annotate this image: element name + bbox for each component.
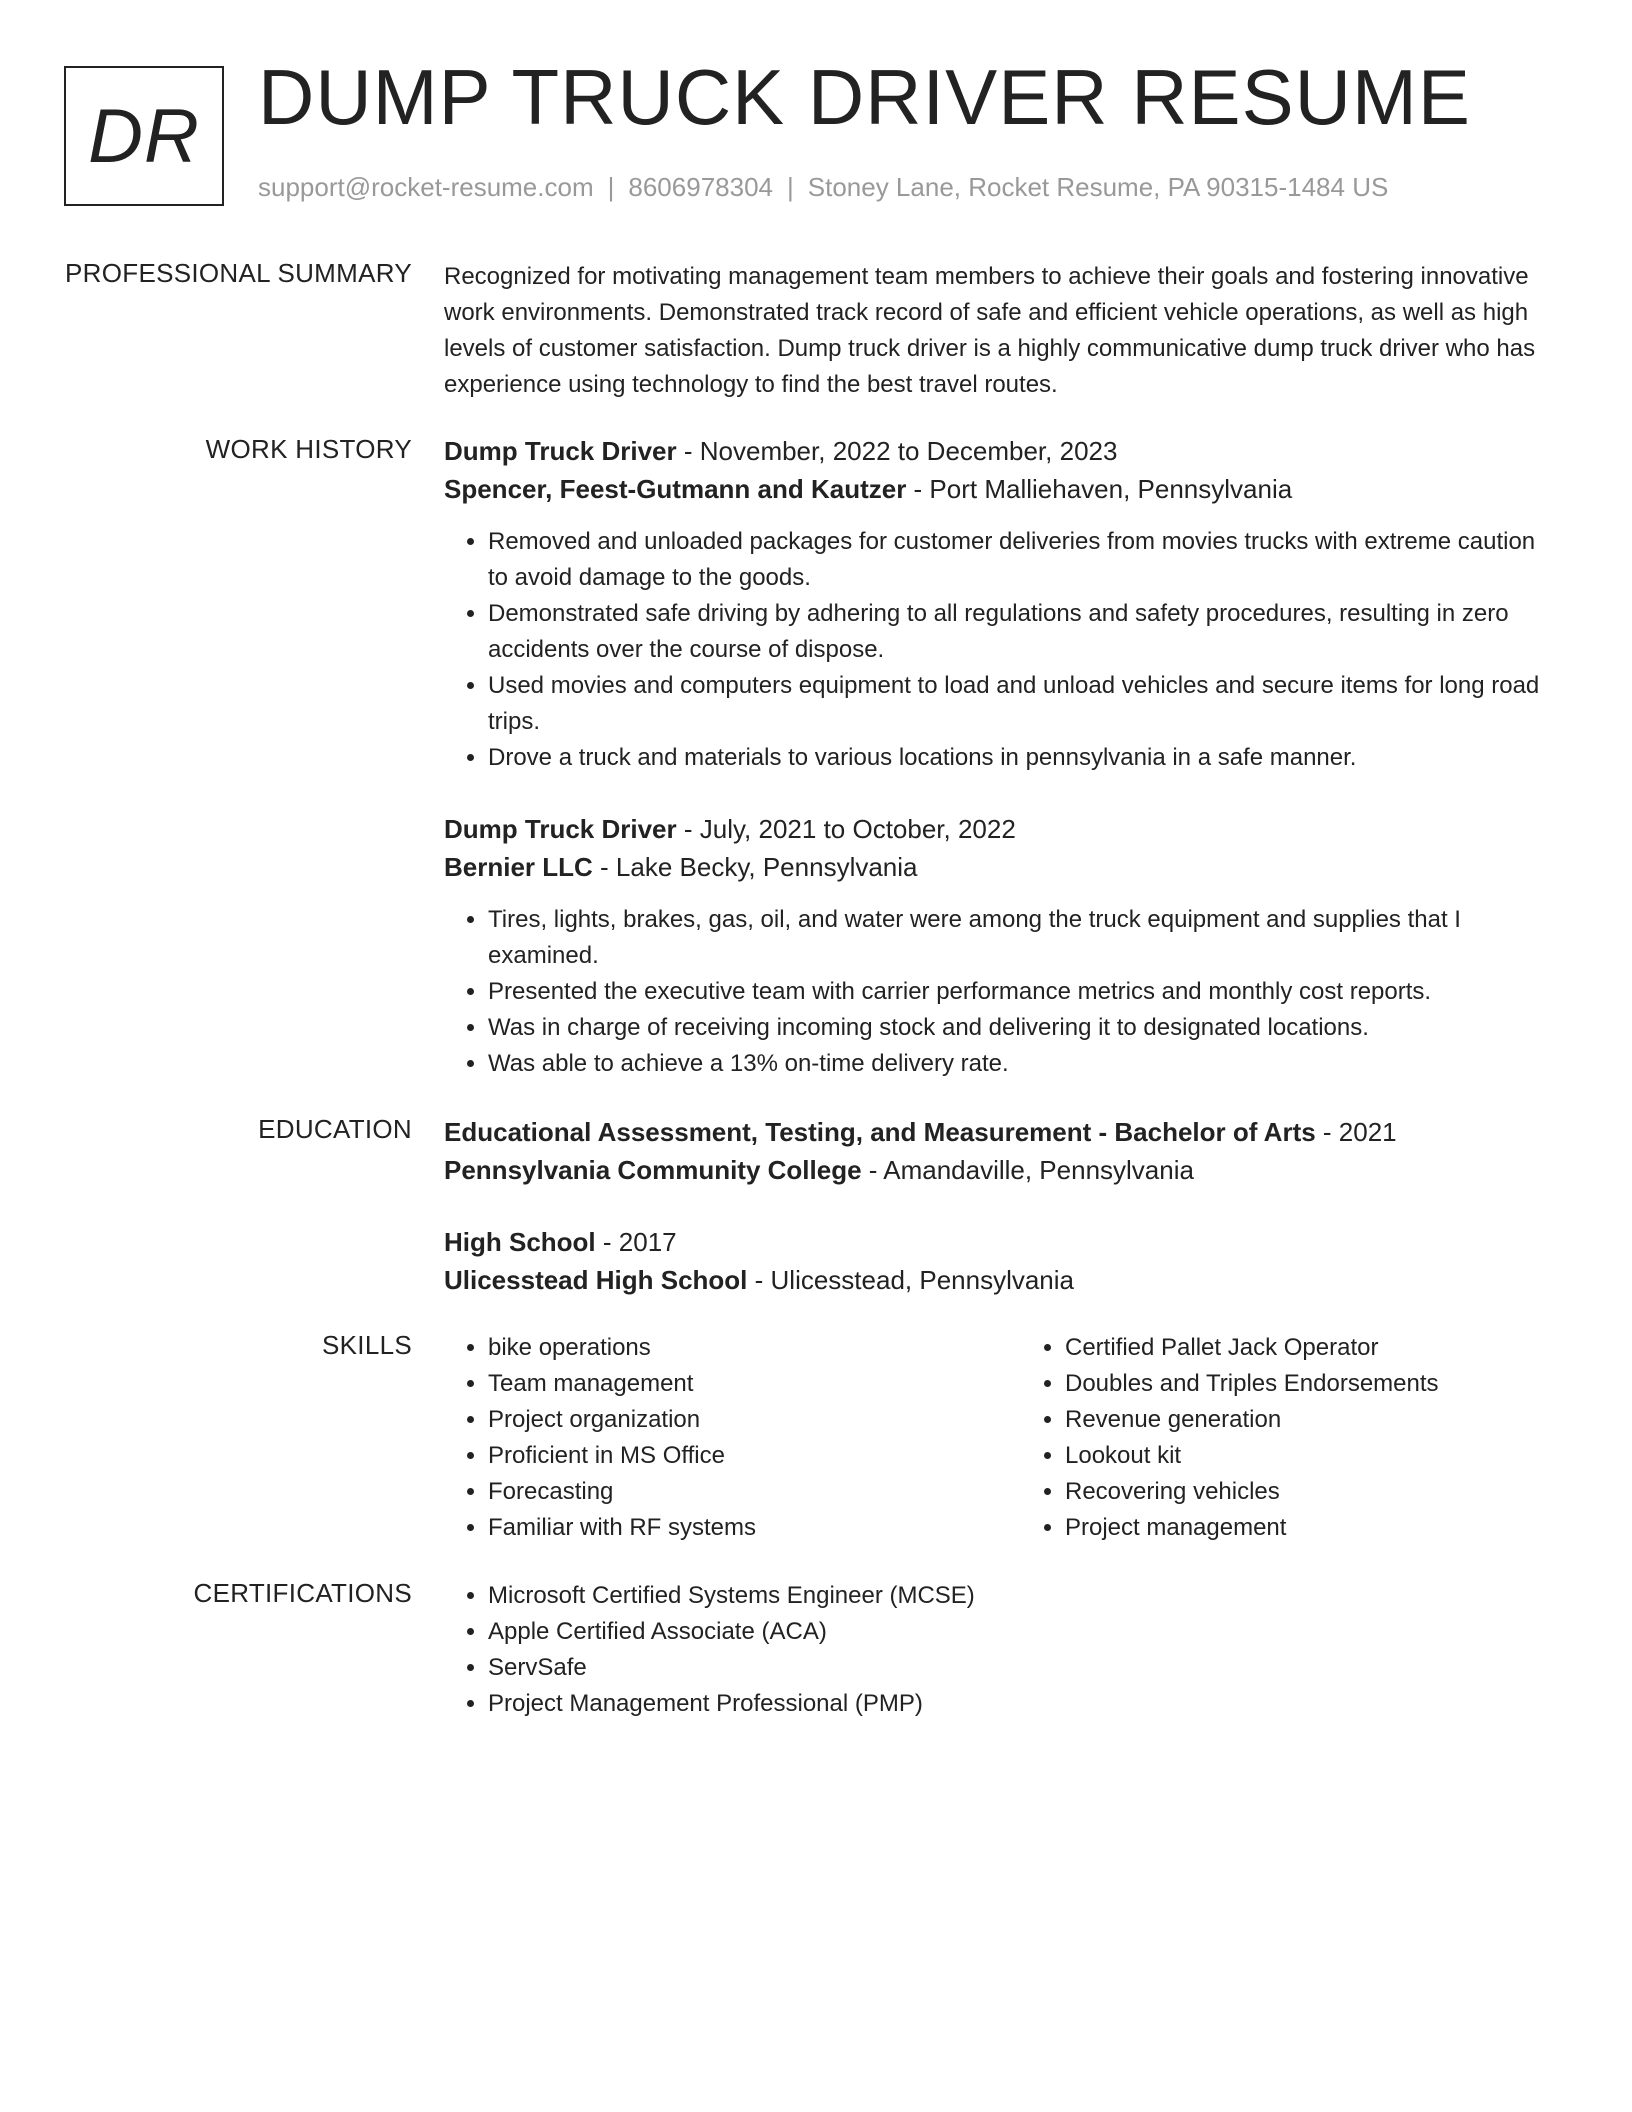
list-item: • Demonstrated safe driving by adhering to all regulations and safety procedures, resulting in zero accidents over the course of dispose. — [488, 596, 1554, 668]
skills-grid — [444, 1330, 1554, 1546]
resume-title: DUMP TRUCK DRIVER RESUME — [258, 53, 1471, 141]
degree: High School — [444, 1227, 596, 1257]
list-item: • Certified Pallet Jack Operator — [1065, 1330, 1554, 1366]
monogram-initials: DR — [88, 93, 200, 179]
job-title: Dump Truck Driver — [444, 814, 677, 844]
job-company: Bernier LLC — [444, 852, 593, 882]
section-label: CERTIFICATIONS — [193, 1578, 412, 1608]
list-item: • Was able to achieve a 13% on-time delivery rate. — [488, 1046, 1554, 1082]
list-item: • bike operations — [488, 1330, 977, 1366]
job-bullets — [444, 902, 1554, 1082]
contact-separator: | — [787, 172, 794, 202]
degree-year: - 2021 — [1315, 1117, 1397, 1147]
job-bullets — [444, 524, 1554, 776]
job-dates: - July, 2021 to October, 2022 — [676, 814, 1016, 844]
contact-email[interactable]: support@rocket-resume.com — [258, 172, 594, 202]
section-label: EDUCATION — [258, 1114, 412, 1144]
list-item: • Apple Certified Associate (ACA) — [488, 1614, 1554, 1650]
education-entry — [444, 1113, 1554, 1189]
education-entry — [444, 1223, 1554, 1299]
school-location: - Ulicesstead, Pennsylvania — [747, 1265, 1075, 1295]
job-title-line — [444, 810, 1554, 848]
contact-address: Stoney Lane, Rocket Resume, PA 90315-1484 US — [807, 172, 1389, 202]
list-item: • Used movies and computers equipment to load and unload vehicles and secure items for long road trips. — [488, 668, 1554, 740]
job-title-line — [444, 432, 1554, 470]
degree-year: - 2017 — [595, 1227, 677, 1257]
degree-line — [444, 1113, 1554, 1151]
list-item: • Project management — [1065, 1510, 1554, 1546]
contact-line — [258, 172, 1388, 203]
list-item: • Microsoft Certified Systems Engineer (MCSE) — [488, 1578, 1554, 1614]
skills-column-right — [977, 1330, 1554, 1546]
contact-phone[interactable]: 8606978304 — [628, 172, 773, 202]
list-item: • ServSafe — [488, 1650, 1554, 1686]
list-item: • Drove a truck and materials to various locations in pennsylvania in a safe manner. — [488, 740, 1554, 776]
section-label: PROFESSIONAL SUMMARY — [65, 258, 412, 288]
school-location: - Amandaville, Pennsylvania — [861, 1155, 1194, 1185]
skills-column-left — [444, 1330, 977, 1546]
list-item: • Familiar with RF systems — [488, 1510, 977, 1546]
job-entry — [444, 432, 1554, 776]
job-dates: - November, 2022 to December, 2023 — [676, 436, 1118, 466]
list-item: • Removed and unloaded packages for customer deliveries from movies trucks with extreme caution to avoid damage to the goods. — [488, 524, 1554, 596]
certifications-list — [444, 1578, 1554, 1722]
job-company-line — [444, 470, 1554, 508]
list-item: • Presented the executive team with carrier performance metrics and monthly cost reports. — [488, 974, 1554, 1010]
list-item: • Project Management Professional (PMP) — [488, 1686, 1554, 1722]
job-title: Dump Truck Driver — [444, 436, 677, 466]
list-item: • Recovering vehicles — [1065, 1474, 1554, 1510]
degree: Educational Assessment, Testing, and Measurement - Bachelor of Arts — [444, 1117, 1316, 1147]
list-item: • Forecasting — [488, 1474, 977, 1510]
job-location: - Lake Becky, Pennsylvania — [592, 852, 918, 882]
list-item: • Team management — [488, 1366, 977, 1402]
school-line — [444, 1151, 1554, 1189]
list-item: • Tires, lights, brakes, gas, oil, and water were among the truck equipment and supplies that I examined. — [488, 902, 1554, 974]
list-item: • Doubles and Triples Endorsements — [1065, 1366, 1554, 1402]
school: Ulicesstead High School — [444, 1265, 748, 1295]
monogram-box — [64, 66, 224, 206]
job-entry — [444, 810, 1554, 1082]
job-company: Spencer, Feest-Gutmann and Kautzer — [444, 474, 907, 504]
contact-separator: | — [607, 172, 615, 202]
school-line — [444, 1261, 1554, 1299]
job-location: - Port Malliehaven, Pennsylvania — [906, 474, 1293, 504]
school: Pennsylvania Community College — [444, 1155, 862, 1185]
list-item: • Was in charge of receiving incoming stock and delivering it to designated locations. — [488, 1010, 1554, 1046]
degree-line — [444, 1223, 1554, 1261]
job-company-line — [444, 848, 1554, 886]
list-item: • Lookout kit — [1065, 1438, 1554, 1474]
list-item: • Revenue generation — [1065, 1402, 1554, 1438]
section-label: SKILLS — [322, 1330, 412, 1360]
summary-text: Recognized for motivating management team members to achieve their goals and fostering innovative work environments. Demonstrated track record of safe and efficient vehicle operations, as well as high levels of customer satisfaction. Dump truck driver is a highly communicative dump truck driver who has experience using technology to find the best travel routes. — [444, 263, 1536, 398]
section-label: WORK HISTORY — [205, 434, 412, 464]
list-item: • Proficient in MS Office — [488, 1438, 977, 1474]
list-item: • Project organization — [488, 1402, 977, 1438]
